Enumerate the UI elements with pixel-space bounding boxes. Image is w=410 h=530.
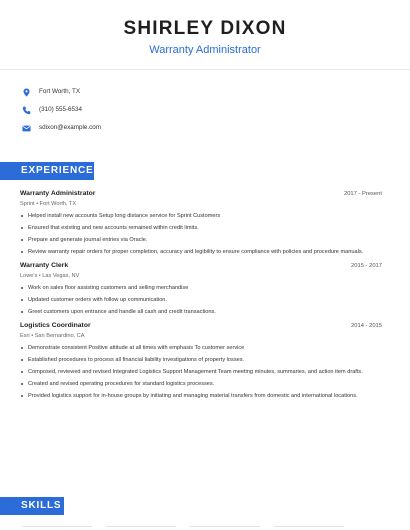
job-dates: 2014 - 2015 [351,323,382,329]
job-dates: 2015 - 2017 [351,263,382,269]
job-bullet: Helped install new accounts Setup long distance service for Sprint Customers [20,212,382,220]
skills-list [22,526,344,530]
skills-heading: SKILLS [0,497,64,515]
job-bullets [20,344,382,400]
job-entry [20,261,382,316]
contact-email [22,119,101,137]
job-bullet: Ensured that existing and new accounts remained within credit limits. [20,224,382,232]
candidate-role: Warranty Administrator [149,44,261,56]
job-entry [20,321,382,400]
contact-location-text: Fort Worth, TX [39,88,81,95]
contact-phone-text: (310) 555-6534 [39,106,83,113]
job-bullets [20,284,382,316]
skill-item [22,526,92,530]
job-bullet: Created and revised operating procedures for standard logistics processes. [20,380,382,388]
job-bullet: Provided logistics support for in-house groups by initiating and managing material transfers from domestic and international locations. [20,392,382,400]
contact-phone [22,101,101,119]
job-location: Lowe's • Las Vegas, NV [20,273,80,279]
email-icon [22,124,31,133]
job-bullet: Composed, reviewed and revised Integrated Logistics Support Management Team meeting minutes, summaries, and action item drafts. [20,368,382,376]
job-location: Esri • San Bernardino, CA [20,333,85,339]
experience-heading: EXPERIENCE [0,162,94,180]
location-pin-icon [22,88,31,97]
job-entry [20,189,382,256]
candidate-name: SHIRLEY DIXON [123,18,287,39]
job-bullet: Greet customers upon entrance and handle all cash and credit transactions. [20,308,382,316]
job-dates: 2017 - Present [343,191,382,197]
job-bullet: Updated customer orders with follow up communication. [20,296,382,304]
contact-list [22,83,101,137]
job-bullet: Prepare and generate journal entries via Oracle. [20,236,382,244]
job-bullets [20,212,382,256]
experience-list [20,189,382,405]
contact-email-text: sdixon@example.com [39,124,102,131]
job-title: Warranty Administrator [20,190,96,197]
job-bullet: Review warranty repair orders for proper completion, accuracy and legibility to ensure compliance with policies and procedure manuals. [20,248,382,256]
header-divider [0,69,410,70]
skill-item [274,526,344,530]
job-title: Warranty Clerk [20,262,69,269]
resume-header [0,0,410,57]
contact-location [22,83,101,101]
skill-item [106,526,176,530]
skill-item [190,526,260,530]
job-bullet: Work on sales floor assisting customers and selling merchandise [20,284,382,292]
job-location: Sprint • Fort Worth, TX [20,201,77,207]
phone-icon [22,106,31,115]
job-title: Logistics Coordinator [20,322,91,329]
job-bullet: Established procedures to process all financial liability investigations of property losses. [20,356,382,364]
job-bullet: Demonstrate consistent Positive attitude at all times with emphasis To customer service [20,344,382,352]
